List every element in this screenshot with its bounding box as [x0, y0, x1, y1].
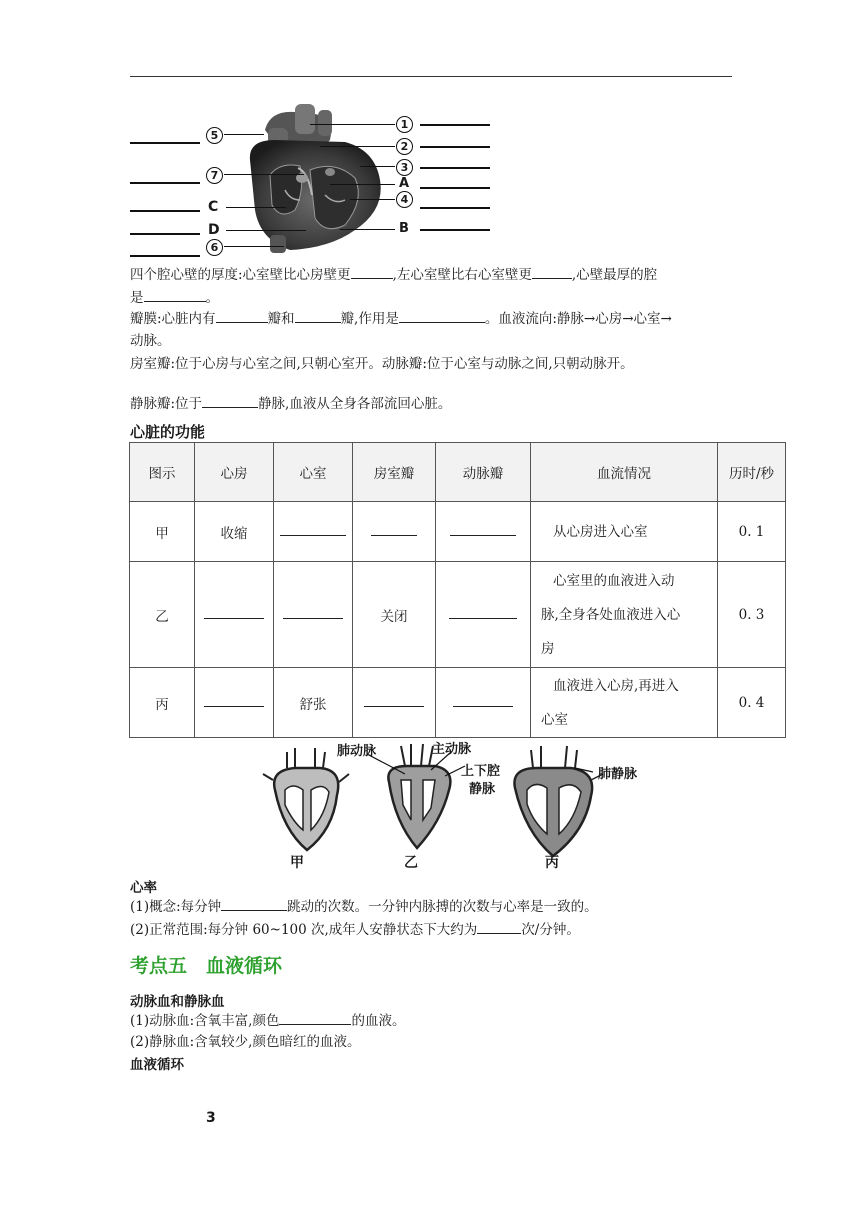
cardiac-cycle-illustration	[255, 738, 655, 874]
blank	[532, 264, 572, 279]
sub-heading-circulation: 血液循环	[130, 1057, 184, 1073]
label-bing: 丙	[545, 855, 559, 871]
text: 四个腔心壁的厚度:心室壁比心房壁更	[130, 267, 351, 283]
label-pulmonary-vein: 肺静脉	[598, 767, 638, 782]
label-vena-cava-2: 静脉	[469, 782, 496, 797]
valve-line2: 动脉。	[130, 333, 171, 349]
blank-line-2	[420, 146, 490, 148]
blank	[364, 694, 424, 707]
blank-line-4	[420, 207, 490, 209]
wall-thickness-line2	[130, 287, 219, 308]
label-6: 6	[206, 239, 223, 256]
heart-rate-line1	[130, 896, 598, 917]
label-C: C	[208, 199, 219, 215]
pointer-5	[224, 134, 264, 135]
label-4: 4	[396, 191, 413, 208]
table-header-row	[130, 443, 786, 502]
blank	[399, 308, 485, 323]
text: 的血液。	[351, 1013, 406, 1029]
cell: 0. 1	[718, 502, 786, 562]
heart-bing	[514, 746, 603, 856]
text: 是	[130, 290, 144, 306]
cell	[531, 668, 718, 738]
table-row	[130, 668, 786, 738]
blank-line-A	[420, 187, 490, 189]
label-pulmonary-artery: 肺动脉	[337, 744, 377, 759]
blank-line-C	[130, 210, 200, 212]
table-row	[130, 502, 786, 562]
text: 瓣和	[267, 311, 295, 327]
blank-line-7	[130, 182, 200, 184]
pointer-6	[224, 246, 284, 247]
cell	[531, 502, 718, 562]
label-yi: 乙	[404, 855, 418, 871]
pointer-1	[310, 124, 395, 125]
cell: 甲	[130, 502, 195, 562]
text: 静脉,血液从全身各部流回心脏。	[258, 396, 452, 412]
cell-blank	[353, 502, 436, 562]
pointer-3	[360, 166, 395, 167]
label-aorta: 主动脉	[432, 742, 472, 757]
venous-valve-line	[130, 393, 451, 414]
blank-line-1	[420, 124, 490, 126]
blank	[202, 393, 258, 408]
blank	[144, 287, 206, 302]
label-7: 7	[206, 167, 223, 184]
blank	[204, 606, 264, 619]
table-row	[130, 562, 786, 668]
heart-function-table	[129, 442, 786, 738]
text: 静脉瓣:位于	[130, 396, 203, 412]
text: 次/分钟。	[521, 922, 580, 938]
blank-line-D	[130, 233, 200, 235]
header-cell: 心房	[195, 443, 274, 502]
blank	[453, 694, 513, 707]
text: 心室	[541, 711, 568, 728]
cell-blank	[436, 502, 531, 562]
blank-line-B	[420, 229, 490, 231]
cell-blank	[436, 562, 531, 668]
cell: 收缩	[195, 502, 274, 562]
header-cell: 历时/秒	[718, 443, 786, 502]
cell: 0. 4	[718, 668, 786, 738]
blank	[216, 308, 268, 323]
blank	[295, 308, 341, 323]
page-number: 3	[206, 1110, 216, 1126]
cell	[531, 562, 718, 668]
text: 瓣,作用是	[340, 311, 399, 327]
text: 血液进入心房,再进入	[553, 677, 679, 694]
cell-blank	[274, 502, 353, 562]
blank	[280, 523, 346, 536]
cell-blank	[353, 668, 436, 738]
header-cell: 房室瓣	[353, 443, 436, 502]
cell-blank	[436, 668, 531, 738]
cell-blank	[274, 562, 353, 668]
text: 跳动的次数。一分钟内脉搏的次数与心率是一致的。	[287, 899, 598, 915]
text: (2)正常范围:每分钟 60~100 次,成年人安静状态下大约为	[130, 922, 478, 938]
heart-yi	[388, 744, 450, 848]
text: 瓣膜:心脏内有	[130, 311, 216, 327]
blank	[351, 264, 393, 279]
label-D: D	[208, 222, 220, 238]
table-title: 心脏的功能	[130, 423, 206, 441]
wall-thickness-line	[130, 264, 657, 285]
pointer-A	[330, 184, 395, 185]
pointer-4	[350, 199, 395, 200]
cell: 舒张	[274, 668, 353, 738]
valve-line	[130, 308, 672, 329]
blank	[371, 523, 417, 536]
label-5: 5	[206, 127, 223, 144]
text: 。	[205, 290, 219, 306]
cell-blank	[195, 562, 274, 668]
av-valve-line: 房室瓣:位于心房与心室之间,只朝心室开。动脉瓣:位于心室与动脉之间,只朝动脉开。	[130, 356, 634, 372]
header-cell: 血流情况	[531, 443, 718, 502]
blank	[477, 919, 521, 934]
cell: 丙	[130, 668, 195, 738]
label-A: A	[399, 176, 410, 191]
label-2: 2	[396, 138, 413, 155]
arterial-blood-line	[130, 1010, 405, 1031]
cell-blank	[195, 668, 274, 738]
heart-rate-title: 心率	[130, 880, 157, 896]
label-B: B	[399, 221, 409, 236]
text: ,心壁最厚的腔	[571, 267, 658, 283]
text: (1)动脉血:含氧丰富,颜色	[130, 1013, 280, 1029]
pointer-C	[226, 207, 286, 208]
heart-jia	[263, 748, 349, 850]
blank	[283, 606, 343, 619]
label-vena-cava-1: 上下腔	[461, 764, 501, 779]
blank	[449, 606, 517, 619]
label-3: 3	[396, 159, 413, 176]
header-cell: 动脉瓣	[436, 443, 531, 502]
blank	[279, 1010, 351, 1025]
text: ,左心室壁比右心室壁更	[392, 267, 532, 283]
cell: 0. 3	[718, 562, 786, 668]
cell: 关闭	[353, 562, 436, 668]
label-jia: 甲	[290, 855, 304, 871]
cell: 乙	[130, 562, 195, 668]
blank	[221, 896, 287, 911]
pointer-2	[320, 146, 395, 147]
pointer-7	[224, 174, 304, 175]
text: 。血液流向:静脉→心房→心室→	[484, 311, 672, 327]
sub-heading-blood: 动脉血和静脉血	[130, 994, 225, 1010]
blank-line-3	[420, 167, 490, 169]
text: (1)概念:每分钟	[130, 899, 222, 915]
text: 从心房进入心室	[553, 523, 648, 540]
blank-line-5	[130, 142, 200, 144]
header-cell: 心室	[274, 443, 353, 502]
blank-line-6	[130, 255, 200, 257]
header-rule	[130, 76, 732, 77]
label-1: 1	[396, 116, 413, 133]
text: 房	[541, 640, 555, 657]
pointer-D	[226, 230, 306, 231]
header-cell: 图示	[130, 443, 195, 502]
blank	[204, 694, 264, 707]
section-heading: 考点五 血液循环	[130, 955, 283, 977]
text: 心室里的血液进入动	[553, 572, 675, 589]
cardiac-cycle-diagram	[255, 738, 655, 874]
heart-rate-line2	[130, 919, 580, 940]
blank	[450, 523, 516, 536]
pointer-B	[340, 229, 395, 230]
text: 脉,全身各处血液进入心	[541, 606, 681, 623]
venous-blood-line: (2)静脉血:含氧较少,颜色暗红的血液。	[130, 1034, 361, 1050]
